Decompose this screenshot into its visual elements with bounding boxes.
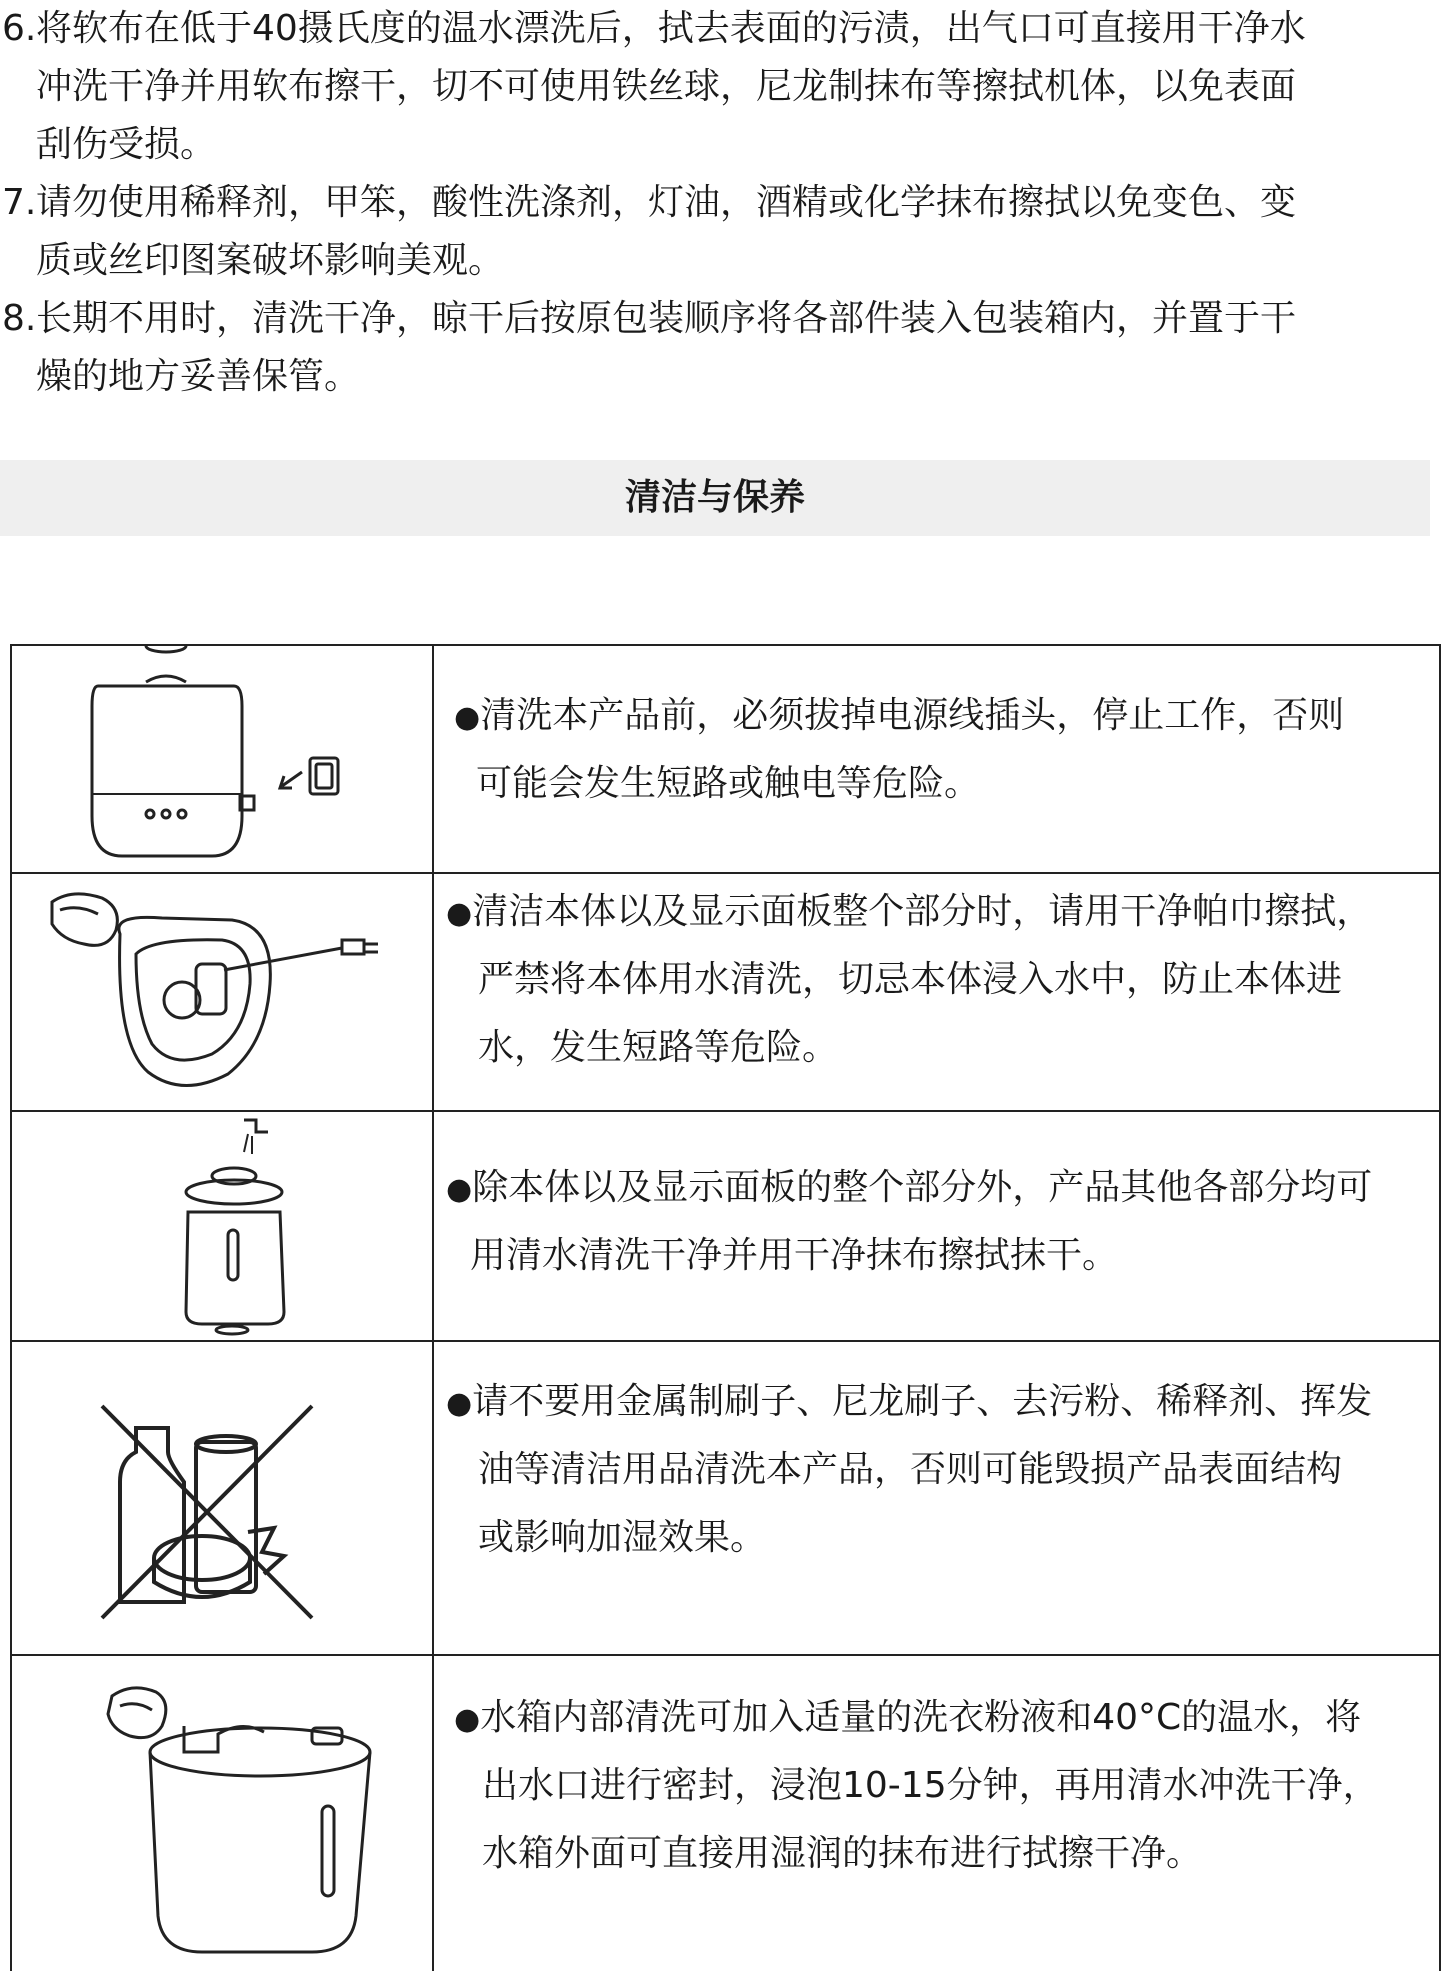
instruction-line xyxy=(454,694,1344,740)
intro-item-number: 8. xyxy=(2,298,37,339)
bullet-dot: ● xyxy=(454,700,481,735)
instruction-text: 清洗本产品前，必须拔掉电源线插头，停止工作，否则 xyxy=(480,695,1345,736)
table-text-cell xyxy=(434,1342,1441,1654)
table-image-cell xyxy=(12,1656,434,1971)
instruction-line xyxy=(454,1696,1361,1742)
section-header-band xyxy=(0,460,1430,536)
table-text-cell xyxy=(434,646,1441,872)
section-title: 清洁与保养 xyxy=(624,477,805,518)
bullet-dot: ● xyxy=(454,1702,481,1737)
instruction-line: 严禁将本体用水清洗，切忌本体浸入水中，防止本体进 xyxy=(478,959,1343,1000)
instruction-line xyxy=(446,890,1372,936)
table-image-cell xyxy=(12,1112,434,1340)
instruction-text: 水箱内部清洗可加入适量的洗衣粉液和40°C的温水，将 xyxy=(480,1697,1362,1738)
instruction-line: 油等清洁用品清洗本产品，否则可能毁损产品表面结构 xyxy=(478,1449,1343,1490)
intro-item-line: 质或丝印图案破坏影响美观。 xyxy=(36,240,505,281)
instruction-line: 水，发生短路等危险。 xyxy=(478,1027,839,1068)
table-image-cell xyxy=(12,1342,434,1654)
intro-item-line: 长期不用时，清洗干净，晾干后按原包装顺序将各部件装入包装箱内，并置于干 xyxy=(36,298,1297,339)
cleaning-table xyxy=(10,644,1441,1971)
table-row xyxy=(12,1112,1441,1342)
instruction-text: 清洁本体以及显示面板整个部分时，请用干净帕巾擦拭， xyxy=(472,891,1373,932)
instruction-line: 出水口进行密封，浸泡10-15分钟，再用清水冲洗干净， xyxy=(482,1765,1379,1806)
table-row xyxy=(12,646,1441,874)
table-image-cell xyxy=(12,646,434,872)
table-text-cell xyxy=(434,874,1441,1110)
bullet-dot: ● xyxy=(446,1386,473,1421)
wipe-base-with-cloth-icon xyxy=(12,874,432,1110)
intro-item-line: 请勿使用稀释剂，甲笨，酸性洗涤剂，灯油，酒精或化学抹布擦拭以免变色、变 xyxy=(36,182,1297,223)
instruction-text: 除本体以及显示面板的整个部分外，产品其他各部分均可 xyxy=(472,1167,1373,1208)
table-text-cell xyxy=(434,1112,1441,1340)
intro-item-line: 将软布在低于40摄氏度的温水漂洗后，拭去表面的污渍，出气口可直接用干净水 xyxy=(36,8,1306,49)
bullet-dot: ● xyxy=(446,896,473,931)
table-row xyxy=(12,874,1441,1112)
table-row xyxy=(12,1656,1441,1971)
bullet-dot: ● xyxy=(446,1172,473,1207)
table-row xyxy=(12,1342,1441,1656)
instruction-line: 用清水清洗干净并用干净抹布擦拭抹干。 xyxy=(470,1235,1119,1276)
table-image-cell xyxy=(12,874,434,1110)
instruction-line xyxy=(446,1166,1372,1212)
table-text-cell xyxy=(434,1656,1441,1971)
instruction-line: 可能会发生短路或触电等危险。 xyxy=(476,763,981,804)
rinse-tank-under-tap-icon xyxy=(12,1112,432,1340)
intro-item-line: 刮伤受损。 xyxy=(36,124,217,165)
wipe-tank-with-cloth-icon xyxy=(12,1656,432,1969)
instruction-line xyxy=(446,1380,1372,1426)
intro-item-number: 7. xyxy=(2,182,37,223)
instruction-text: 请不要用金属制刷子、尼龙刷子、去污粉、稀释剂、挥发 xyxy=(472,1381,1373,1422)
humidifier-unplug-icon xyxy=(12,646,432,872)
instruction-line: 水箱外面可直接用湿润的抹布进行拭擦干净。 xyxy=(482,1833,1203,1874)
no-chemical-cleaners-icon xyxy=(12,1342,432,1654)
intro-item-line: 燥的地方妥善保管。 xyxy=(36,356,361,397)
intro-item-number: 6. xyxy=(2,8,37,49)
intro-item-line: 冲洗干净并用软布擦干，切不可使用铁丝球，尼龙制抹布等擦拭机体，以免表面 xyxy=(36,66,1297,107)
instruction-line: 或影响加湿效果。 xyxy=(478,1517,767,1558)
